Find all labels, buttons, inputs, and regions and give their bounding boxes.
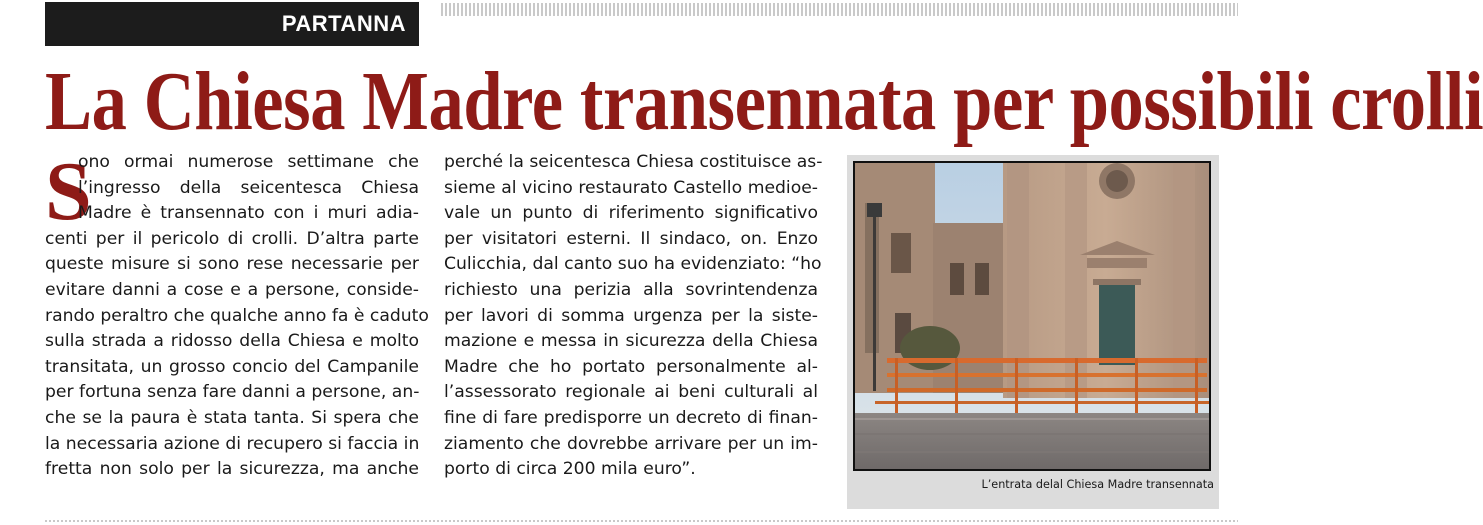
footer-dotted-rule (45, 520, 1238, 522)
drop-cap: S (45, 145, 92, 238)
column-1-line: la necessaria azione di recupero si faccia in (45, 433, 420, 454)
section-tag (45, 2, 419, 46)
column-1-line: transitata, un grosso concio del Campanile (45, 356, 419, 377)
column-2-line: Culicchia, dal canto suo ha evidenziato: “ho (444, 254, 822, 275)
column-1-line: fretta non solo per la sicurezza, ma anche (45, 459, 419, 480)
column-2-line: perché la seicentesca Chiesa costituisce as- (444, 152, 823, 172)
column-1-line: per fortuna senza fare danni a persone, an- (45, 382, 420, 403)
column-1-line: l’ingresso della seicentesca Chiesa (78, 177, 419, 198)
column-1-line: rando peraltro che qualche anno fa è caduto (45, 305, 429, 326)
article-column-1 (45, 145, 429, 483)
photo-caption: L’entrata delal Chiesa Madre transennata (981, 478, 1214, 491)
section-tag-label: PARTANNA (281, 11, 406, 36)
column-2-line: per lavori di somma urgenza per la siste- (444, 305, 818, 326)
column-2-line: mazione e messa in sicurezza della Chiesa (444, 331, 818, 352)
column-2-line: fine di fare predisporre un decreto di finan- (444, 407, 818, 428)
header-dotted-rule (441, 3, 1238, 16)
column-1-line: sulla strada a ridosso della Chiesa e molto (45, 331, 419, 352)
column-2-line: Madre che ho portato personalmente al- (444, 356, 818, 377)
column-1-line: centi per il pericolo di crolli. D’altra parte (45, 228, 419, 249)
article-column-2 (444, 150, 823, 483)
column-2-line: porto di circa 200 mila euro”. (444, 459, 696, 480)
church-photo (853, 161, 1211, 471)
column-1-line: queste misure si sono rese necessarie per (45, 254, 419, 275)
column-1-line: Madre è transennato con i muri adia- (78, 203, 419, 224)
column-1-line: che se la paura è stata tanta. Si spera che (45, 407, 419, 428)
photo-frame (847, 155, 1219, 509)
column-2-line: ziamento che dovrebbe arrivare per un im- (444, 433, 818, 454)
column-1-line: ono ormai numerose settimane che (78, 152, 419, 172)
article-headline: La Chiesa Madre transennata per possibili crolli (45, 55, 1483, 148)
column-2-line: per visitatori esterni. Il sindaco, on. Enzo (444, 228, 818, 249)
column-2-line: sieme al vicino restaurato Castello medioe- (444, 177, 818, 198)
column-2-line: richiesto una perizia alla sovrintendenza (444, 279, 818, 300)
column-2-line: l’assessorato regionale ai beni culturali al (444, 382, 818, 403)
column-1-line: evitare danni a cose e a persone, conside- (45, 279, 419, 300)
column-2-line: vale un punto di riferimento significativo (444, 203, 818, 224)
